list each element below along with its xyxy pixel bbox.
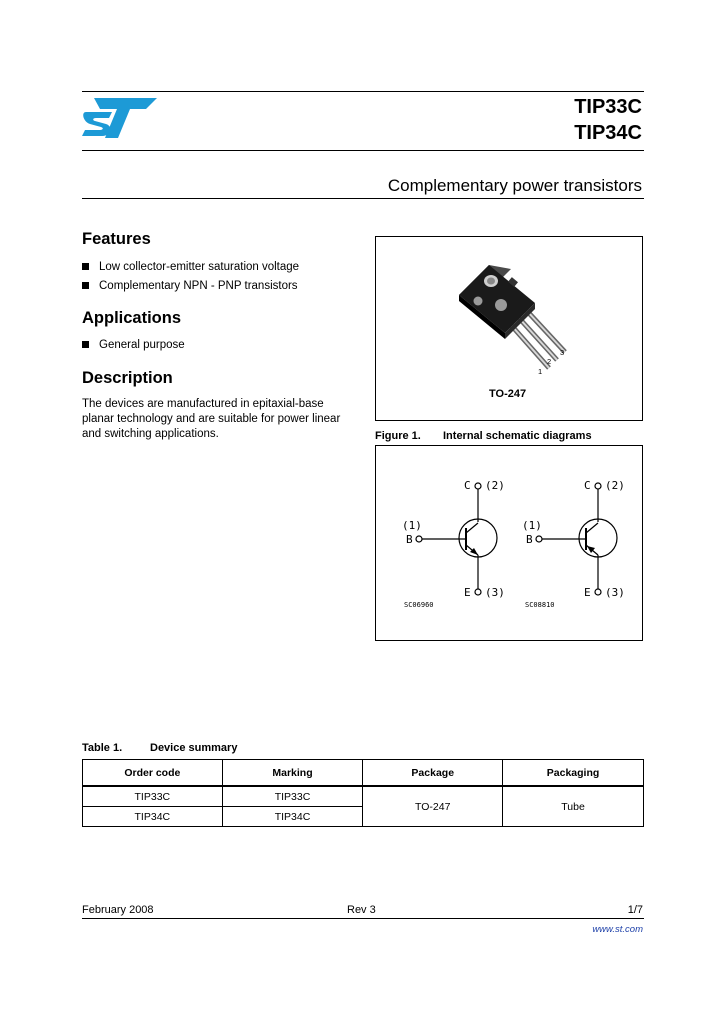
footer-rule bbox=[82, 918, 644, 919]
packaging-cell: Tube bbox=[503, 786, 644, 827]
applications-list bbox=[82, 338, 352, 357]
pnp-collector-letter: C bbox=[584, 479, 591, 492]
part-number-1: TIP33C bbox=[574, 96, 642, 118]
bullet-square-icon bbox=[82, 263, 89, 270]
table-1-number: Table 1. bbox=[82, 742, 123, 754]
pnp-collector-pin: (2) bbox=[605, 479, 625, 492]
applications-heading: Applications bbox=[82, 309, 182, 327]
pin-label-1: 1 bbox=[538, 367, 543, 376]
list-item: Low collector-emitter saturation voltage bbox=[82, 260, 352, 279]
pnp-emitter-pin: (3) bbox=[605, 586, 625, 599]
npn-base-pin: (1) bbox=[402, 519, 422, 532]
pin-label-3: 3 bbox=[560, 348, 565, 357]
pin-label-2: 2 bbox=[547, 357, 552, 366]
column-header: Package bbox=[363, 760, 503, 787]
npn-base-letter: B bbox=[406, 533, 413, 546]
table-header-row bbox=[83, 760, 644, 787]
list-item: Complementary NPN - PNP transistors bbox=[82, 279, 352, 298]
features-list bbox=[82, 260, 352, 298]
header-top-rule bbox=[82, 91, 644, 92]
st-logo bbox=[82, 96, 158, 140]
bullet-square-icon bbox=[82, 341, 89, 348]
npn-emitter-pin: (3) bbox=[485, 586, 505, 599]
table-row bbox=[83, 786, 644, 807]
to247-package-image bbox=[451, 257, 581, 387]
npn-transistor-symbol bbox=[376, 446, 644, 642]
figure-1-title: Internal schematic diagrams bbox=[443, 430, 592, 442]
description-text: The devices are manufactured in epitaxial-base planar technology and are suitable for power linear and switching applications. bbox=[82, 398, 341, 440]
package-label: TO-247 bbox=[489, 388, 527, 400]
footer-revision: Rev 3 bbox=[347, 904, 376, 916]
schematic-box bbox=[375, 445, 643, 641]
pnp-base-pin: (1) bbox=[522, 519, 542, 532]
bullet-square-icon bbox=[82, 282, 89, 289]
document-subtitle: Complementary power transistors bbox=[387, 176, 642, 195]
part-number-2: TIP34C bbox=[574, 122, 642, 144]
npn-collector-pin: (2) bbox=[485, 479, 505, 492]
pnp-emitter-letter: E bbox=[584, 586, 591, 599]
header-mid-rule bbox=[82, 150, 644, 151]
marking-cell: TIP33C bbox=[222, 786, 363, 807]
package-cell: TO-247 bbox=[363, 786, 503, 827]
table-1-title: Device summary bbox=[150, 742, 238, 754]
footer-date: February 2008 bbox=[82, 904, 154, 916]
device-summary-table bbox=[82, 759, 644, 827]
list-item: General purpose bbox=[82, 338, 352, 357]
column-header: Order code bbox=[83, 760, 223, 787]
package-box bbox=[375, 236, 643, 421]
footer-page-number: 1/7 bbox=[627, 904, 643, 916]
npn-emitter-letter: E bbox=[464, 586, 471, 599]
marking-cell: TIP34C bbox=[222, 807, 363, 827]
column-header: Packaging bbox=[503, 760, 644, 787]
subtitle-rule bbox=[82, 198, 644, 199]
pnp-base-letter: B bbox=[526, 533, 533, 546]
npn-diagram-code: SC06960 bbox=[404, 601, 434, 609]
column-header: Marking bbox=[222, 760, 363, 787]
pnp-diagram-code: SC08810 bbox=[525, 601, 555, 609]
order-code-cell: TIP34C bbox=[83, 807, 223, 827]
website-link[interactable]: www.st.com bbox=[592, 924, 643, 935]
features-heading: Features bbox=[82, 230, 151, 248]
npn-collector-letter: C bbox=[464, 479, 471, 492]
figure-1-number: Figure 1. bbox=[375, 430, 421, 442]
order-code-cell: TIP33C bbox=[83, 786, 223, 807]
description-heading: Description bbox=[82, 369, 173, 387]
